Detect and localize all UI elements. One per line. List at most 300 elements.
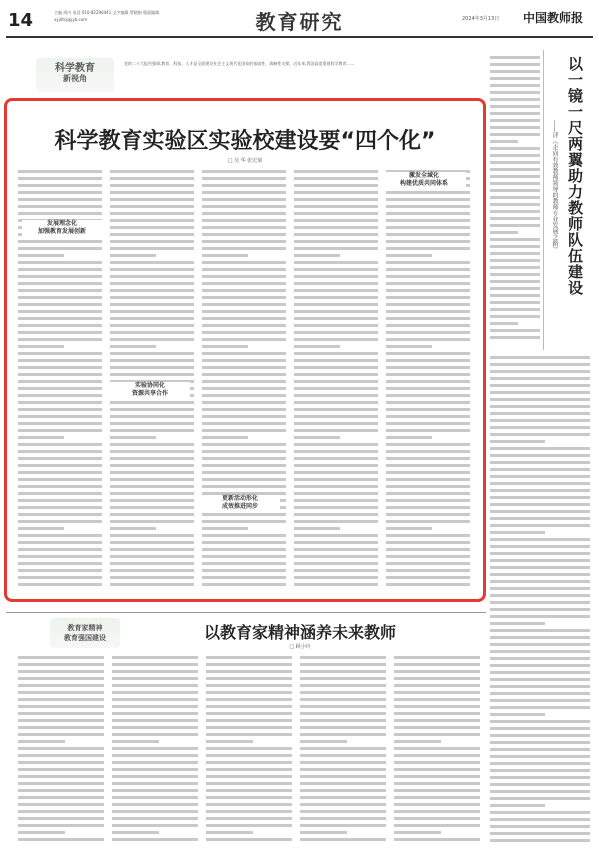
text-line	[110, 289, 194, 292]
text-line	[490, 461, 590, 464]
column-label-badge	[36, 58, 114, 92]
text-line	[202, 289, 286, 292]
text-line	[490, 56, 540, 59]
text-line	[18, 485, 102, 488]
text-line	[386, 471, 470, 474]
text-line	[206, 754, 292, 757]
text-line	[206, 747, 292, 750]
text-line	[206, 733, 292, 736]
text-line	[490, 650, 590, 653]
text-line	[18, 338, 102, 341]
bottom-column-label-1: 教育家精神	[67, 624, 103, 632]
text-line	[110, 275, 194, 278]
text-line	[18, 782, 104, 785]
text-line	[394, 733, 480, 736]
text-line	[202, 296, 286, 299]
text-line	[202, 366, 286, 369]
text-line	[18, 387, 102, 390]
text-line	[202, 198, 286, 201]
text-line	[18, 394, 102, 397]
text-line	[202, 534, 286, 537]
text-line	[394, 712, 480, 715]
text-line	[490, 685, 590, 688]
main-article-title: 科学教育实验区实验校建设要“四个化”	[54, 129, 436, 154]
text-line	[202, 240, 286, 243]
text-line	[112, 747, 198, 750]
text-line	[394, 775, 480, 778]
text-line	[300, 740, 347, 743]
text-line	[294, 380, 378, 383]
text-line	[294, 450, 378, 453]
text-line	[490, 454, 590, 457]
text-line	[18, 663, 104, 666]
text-line	[18, 838, 104, 841]
text-line	[294, 429, 378, 432]
text-line	[18, 796, 104, 799]
text-line	[18, 740, 65, 743]
text-line	[394, 796, 480, 799]
column-label-2: 新视角	[63, 74, 87, 83]
text-line	[300, 782, 386, 785]
text-line	[490, 91, 540, 94]
text-line	[490, 84, 540, 87]
text-line	[300, 719, 386, 722]
text-line	[394, 817, 480, 820]
text-line	[386, 443, 470, 446]
text-line	[490, 412, 590, 415]
text-line	[294, 324, 378, 327]
text-line	[294, 254, 340, 257]
text-line	[386, 198, 470, 201]
bottom-article-title: 以教育家精神涵养未来教师	[203, 623, 396, 642]
bottom-section-rule	[6, 612, 486, 613]
text-line	[490, 287, 540, 290]
text-line	[18, 373, 102, 376]
text-line	[490, 713, 545, 716]
text-line	[206, 705, 292, 708]
side-article-divider	[543, 50, 544, 350]
text-line	[386, 555, 470, 558]
text-line	[112, 817, 198, 820]
text-line	[490, 699, 590, 702]
bottom-article-byline: □ 顾小玲	[289, 644, 311, 650]
text-line	[294, 275, 378, 278]
text-line	[294, 226, 378, 229]
text-line	[294, 282, 378, 285]
text-column	[206, 656, 292, 845]
text-line	[206, 796, 292, 799]
text-line	[386, 366, 470, 369]
text-line	[490, 384, 590, 387]
text-line	[490, 294, 540, 297]
text-line	[206, 803, 292, 806]
text-line	[386, 492, 470, 495]
text-line	[110, 226, 194, 229]
text-line	[18, 282, 102, 285]
text-line	[394, 656, 480, 659]
text-line	[386, 226, 470, 229]
text-line	[294, 415, 378, 418]
text-line	[112, 726, 198, 729]
text-line	[490, 573, 590, 576]
text-line	[202, 359, 286, 362]
text-line	[386, 247, 470, 250]
text-line	[110, 450, 194, 453]
text-line	[490, 426, 590, 429]
text-line	[386, 394, 470, 397]
text-line	[112, 677, 198, 680]
text-line	[112, 656, 198, 659]
text-line	[18, 492, 102, 495]
text-line	[300, 747, 386, 750]
text-line	[386, 233, 470, 236]
text-line	[394, 768, 480, 771]
text-line	[394, 691, 480, 694]
text-line	[202, 275, 286, 278]
text-line	[300, 810, 386, 813]
text-line	[202, 226, 286, 229]
text-line	[490, 322, 518, 325]
text-line	[294, 317, 378, 320]
text-line	[294, 457, 378, 460]
text-line	[386, 261, 470, 264]
text-line	[112, 782, 198, 785]
text-line	[110, 268, 194, 271]
text-line	[490, 63, 540, 66]
text-line	[386, 541, 470, 544]
text-line	[294, 492, 378, 495]
text-line	[490, 629, 590, 632]
text-line	[18, 205, 102, 208]
text-line	[294, 548, 378, 551]
text-line	[490, 601, 590, 604]
text-line	[294, 268, 378, 271]
text-column	[18, 656, 104, 845]
text-line	[294, 394, 378, 397]
text-line	[490, 356, 590, 359]
text-line	[386, 499, 470, 502]
text-line	[112, 740, 159, 743]
text-line	[490, 664, 590, 667]
text-line	[206, 677, 292, 680]
text-line	[300, 838, 386, 841]
text-line	[18, 471, 102, 474]
text-line	[294, 401, 378, 404]
text-line	[490, 203, 540, 206]
text-line	[206, 810, 292, 813]
text-line	[112, 810, 198, 813]
text-line	[202, 450, 286, 453]
text-line	[110, 240, 194, 243]
banner-intro	[124, 60, 484, 90]
text-line	[386, 415, 470, 418]
text-line	[110, 569, 194, 572]
bottom-article-body	[18, 656, 480, 846]
text-line	[202, 562, 286, 565]
text-line	[18, 345, 64, 348]
text-line	[386, 457, 470, 460]
text-line	[386, 422, 470, 425]
text-line	[294, 359, 378, 362]
text-line	[490, 140, 518, 143]
text-line	[202, 387, 286, 390]
side-column-top	[490, 56, 540, 343]
text-line	[18, 429, 102, 432]
text-line	[294, 562, 378, 565]
text-line	[386, 240, 470, 243]
text-line	[490, 503, 590, 506]
text-line	[386, 373, 470, 376]
text-line	[386, 485, 470, 488]
text-line	[110, 177, 194, 180]
text-line	[394, 677, 480, 680]
text-line	[386, 506, 470, 509]
text-line	[300, 712, 386, 715]
text-line	[394, 789, 480, 792]
bottom-column-label-2: 教育强国建设	[64, 634, 106, 642]
text-line	[202, 254, 248, 257]
text-line	[386, 275, 470, 278]
text-line	[490, 678, 590, 681]
subhead-3: 更新活动形化 成效推进同步	[200, 495, 280, 511]
text-line	[294, 170, 378, 173]
text-line	[386, 450, 470, 453]
text-line	[490, 797, 590, 800]
text-line	[110, 548, 194, 551]
text-line	[490, 196, 540, 199]
text-line	[386, 464, 470, 467]
text-line	[490, 524, 590, 527]
text-line	[386, 513, 470, 516]
subhead-4: 激发全域化 构建优质共同体系	[382, 172, 466, 188]
text-line	[110, 373, 194, 376]
text-line	[110, 233, 194, 236]
text-line	[110, 478, 194, 481]
text-line	[202, 457, 286, 460]
text-line	[300, 761, 386, 764]
text-line	[18, 191, 102, 194]
text-line	[300, 789, 386, 792]
text-line	[18, 254, 64, 257]
text-line	[386, 310, 470, 313]
text-line	[490, 252, 540, 255]
issue-date: 2024年3月13日	[462, 16, 500, 22]
text-line	[490, 783, 590, 786]
text-line	[386, 345, 432, 348]
text-line	[294, 534, 378, 537]
text-line	[18, 324, 102, 327]
paper-name: 中国教师报	[523, 11, 584, 25]
text-line	[490, 154, 540, 157]
text-line	[18, 527, 64, 530]
text-line	[386, 520, 470, 523]
text-line	[202, 331, 286, 334]
text-line	[294, 184, 378, 187]
text-line	[490, 804, 545, 807]
text-line	[490, 608, 590, 611]
text-line	[202, 380, 286, 383]
text-line	[202, 541, 286, 544]
text-line	[300, 754, 386, 757]
text-line	[394, 740, 441, 743]
text-column	[110, 170, 194, 590]
text-line	[110, 562, 194, 565]
text-line	[18, 415, 102, 418]
text-line	[202, 212, 286, 215]
text-line	[490, 839, 590, 842]
text-line	[206, 726, 292, 729]
text-line	[490, 832, 590, 835]
text-line	[294, 555, 378, 558]
column-label-1: 科学教育	[55, 63, 95, 74]
text-line	[294, 387, 378, 390]
text-line	[112, 824, 198, 827]
text-line	[490, 238, 540, 241]
text-line	[202, 268, 286, 271]
text-line	[490, 112, 540, 115]
text-line	[18, 457, 102, 460]
text-line	[202, 324, 286, 327]
text-line	[202, 233, 286, 236]
text-line	[18, 583, 102, 586]
text-line	[386, 429, 470, 432]
text-line	[300, 726, 386, 729]
text-line	[110, 436, 156, 439]
text-line	[490, 769, 590, 772]
text-line	[490, 545, 590, 548]
bottom-article-columns	[18, 656, 480, 845]
text-line	[18, 198, 102, 201]
text-line	[294, 527, 340, 530]
text-line	[18, 352, 102, 355]
text-line	[386, 527, 432, 530]
text-line	[300, 796, 386, 799]
text-line	[18, 733, 104, 736]
text-line	[490, 706, 590, 709]
text-line	[18, 548, 102, 551]
text-line	[386, 331, 470, 334]
text-line	[294, 247, 378, 250]
text-line	[202, 184, 286, 187]
text-line	[490, 811, 590, 814]
text-line	[18, 698, 104, 701]
text-line	[18, 719, 104, 722]
text-line	[300, 663, 386, 666]
section-title: 教育研究	[255, 10, 344, 34]
text-line	[202, 576, 286, 579]
text-line	[112, 803, 198, 806]
side-article-body	[490, 56, 540, 346]
text-line	[294, 338, 378, 341]
text-line	[490, 70, 540, 73]
text-line	[18, 824, 104, 827]
text-line	[110, 422, 194, 425]
text-line	[206, 719, 292, 722]
text-line	[490, 538, 590, 541]
text-line	[18, 817, 104, 820]
text-line	[300, 670, 386, 673]
text-line	[18, 803, 104, 806]
text-line	[18, 331, 102, 334]
text-line	[18, 562, 102, 565]
text-line	[18, 810, 104, 813]
text-line	[202, 191, 286, 194]
text-line	[202, 401, 286, 404]
text-line	[206, 670, 292, 673]
text-line	[490, 531, 545, 534]
text-line	[110, 296, 194, 299]
text-line	[394, 824, 480, 827]
text-line	[394, 761, 480, 764]
text-line	[490, 741, 590, 744]
text-line	[112, 684, 198, 687]
subhead-2: 实验协同化 资源共享合作	[110, 382, 190, 398]
text-line	[300, 684, 386, 687]
text-line	[490, 489, 590, 492]
text-line	[110, 352, 194, 355]
text-line	[294, 541, 378, 544]
text-line	[110, 345, 156, 348]
text-line	[110, 401, 194, 404]
text-line	[18, 401, 102, 404]
text-line	[490, 133, 540, 136]
text-line	[18, 450, 102, 453]
text-line	[202, 478, 286, 481]
text-line	[202, 443, 286, 446]
text-line	[490, 643, 590, 646]
text-line	[18, 555, 102, 558]
text-line	[18, 296, 102, 299]
text-line	[18, 747, 104, 750]
text-line	[386, 219, 470, 222]
text-line	[202, 422, 286, 425]
text-line	[490, 419, 590, 422]
text-line	[490, 615, 590, 618]
text-line	[112, 838, 198, 841]
text-line	[110, 583, 194, 586]
text-line	[490, 301, 540, 304]
text-line	[300, 775, 386, 778]
text-line	[300, 831, 347, 834]
text-line	[18, 275, 102, 278]
text-line	[490, 363, 590, 366]
text-line	[18, 422, 102, 425]
text-line	[110, 408, 194, 411]
text-line	[386, 380, 470, 383]
text-column	[112, 656, 198, 845]
text-line	[294, 436, 340, 439]
text-line	[294, 261, 378, 264]
text-line	[18, 366, 102, 369]
text-line	[490, 315, 540, 318]
text-line	[206, 838, 292, 841]
text-line	[112, 712, 198, 715]
text-line	[202, 310, 286, 313]
text-line	[110, 331, 194, 334]
text-line	[294, 471, 378, 474]
text-line	[294, 464, 378, 467]
text-line	[18, 768, 104, 771]
text-line	[300, 768, 386, 771]
text-line	[18, 408, 102, 411]
text-line	[18, 684, 104, 687]
text-line	[18, 478, 102, 481]
text-line	[18, 506, 102, 509]
text-line	[18, 677, 104, 680]
text-line	[202, 548, 286, 551]
text-line	[110, 443, 194, 446]
text-line	[490, 818, 590, 821]
